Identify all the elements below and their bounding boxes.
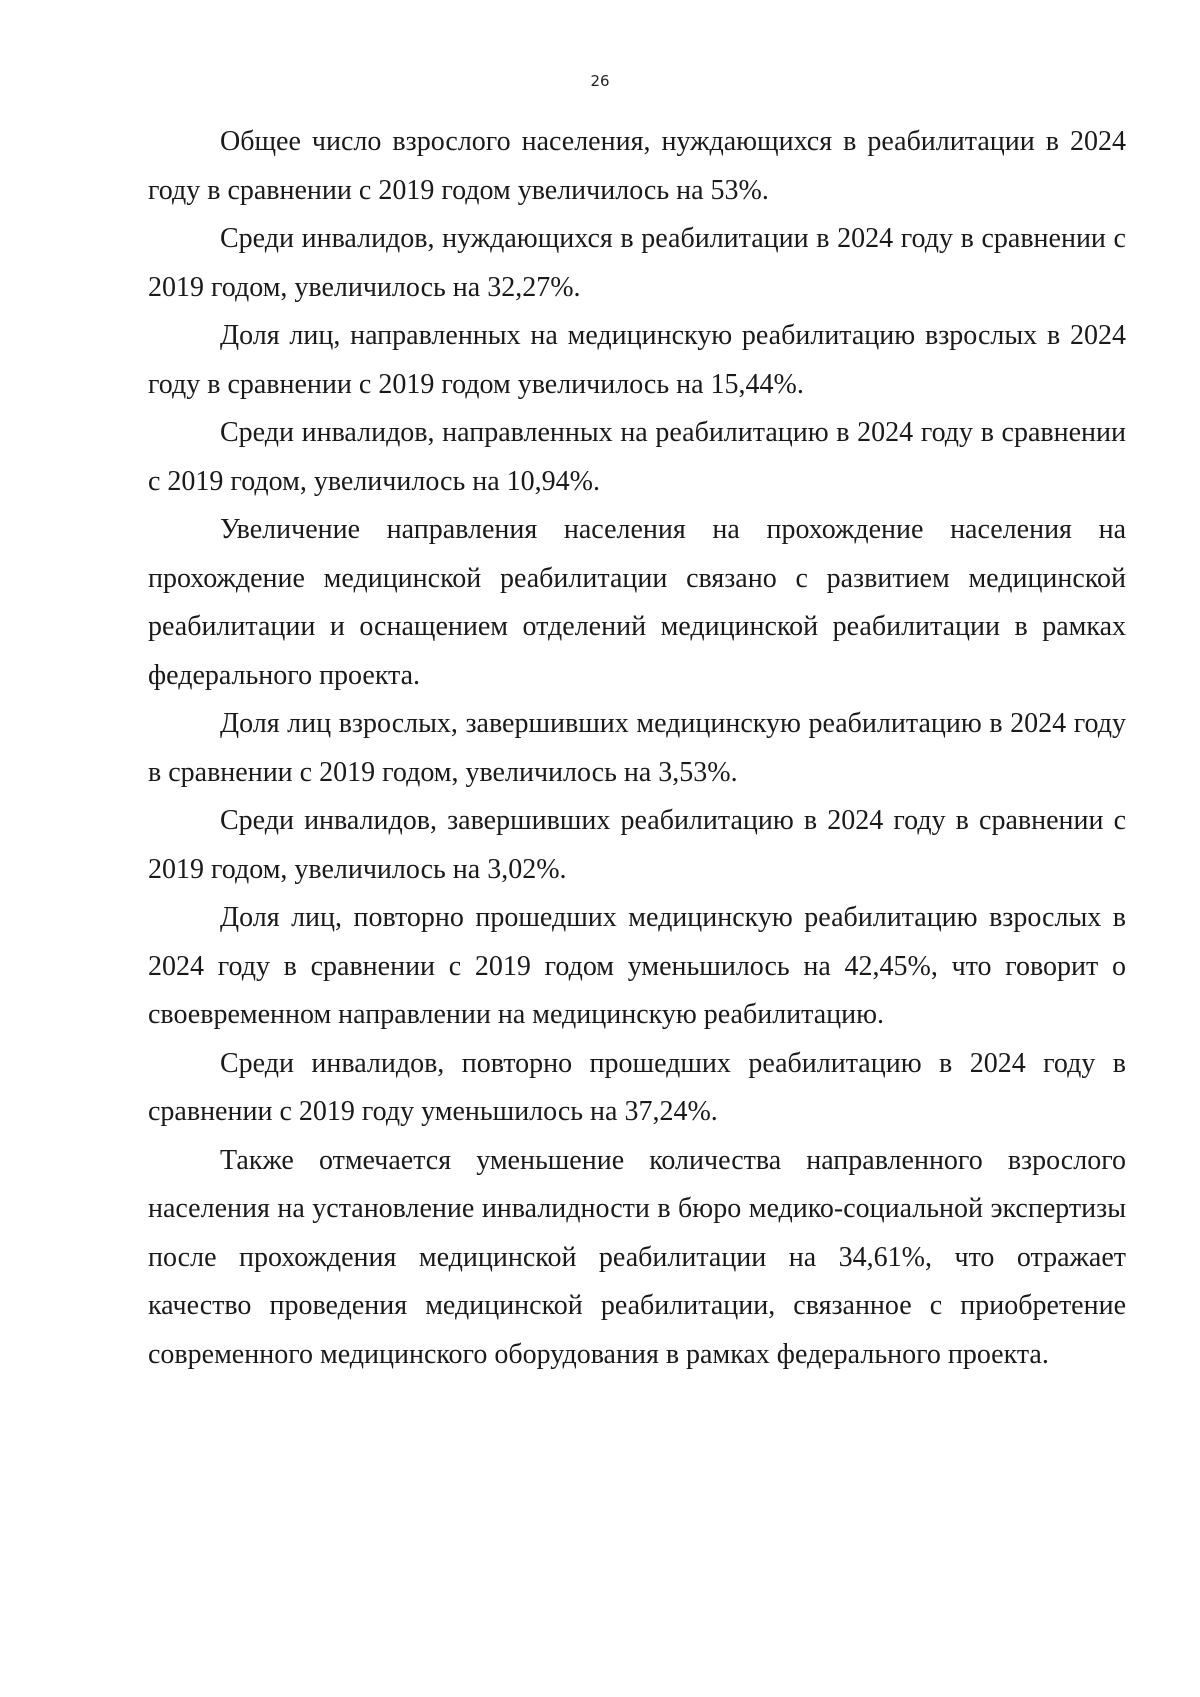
paragraph-disabled-rehab-need: Среди инвалидов, нуждающихся в реабилитации в 2024 году в сравнении с 2019 годом, увеличилось на 32,27%. [148,223,1126,303]
paragraph-disabled-repeat: Среди инвалидов, повторно прошедших реабилитацию в 2024 году в сравнении с 2019 году уменьшилось на 37,24%. [148,1047,1126,1127]
paragraph-mse-referral-decrease: Также отмечается уменьшение количества направленного взрослого населения на установление инвалидности в бюро медико-социальной экспертизы после прохождения медицинской реабилитации на 34,61%, что отражает качество проведения медицинской реабилитации, связанное с приобретение современного медицинского оборудования в рамках федерального проекта. [148,1144,1126,1370]
paragraph-disabled-referred: Среди инвалидов, направленных на реабилитацию в 2024 году в сравнении с 2019 годом, увеличилось на 10,94%. [148,417,1126,497]
page-number: 26 [590,72,610,90]
paragraph-adult-completed-share: Доля лиц взрослых, завершивших медицинскую реабилитацию в 2024 году в сравнении с 2019 годом, увеличилось на 3,53%. [148,708,1126,788]
paragraph-referral-increase-reason: Увеличение направления населения на прохождение населения на прохождение медицинской реабилитации связано с развитием медицинской реабилитации и оснащением отделений медицинской реабилитации в рамках федерального проекта. [148,514,1126,691]
paragraph-adult-referred-share: Доля лиц, направленных на медицинскую реабилитацию взрослых в 2024 году в сравнении с 2019 годом увеличилось на 15,44%. [148,320,1126,400]
paragraph-disabled-completed: Среди инвалидов, завершивших реабилитацию в 2024 году в сравнении с 2019 годом, увеличилось на 3,02%. [148,805,1126,885]
paragraph-adult-repeat-share: Доля лиц, повторно прошедших медицинскую реабилитацию взрослых в 2024 году в сравнении с 2019 годом уменьшилось на 42,45%, что говорит о своевременном направлении на медицинскую реабилитацию. [148,902,1126,1030]
document-body [148,118,1126,1379]
paragraph-adult-rehab-need: Общее число взрослого населения, нуждающихся в реабилитации в 2024 году в сравнении с 2019 годом увеличилось на 53%. [148,126,1126,206]
